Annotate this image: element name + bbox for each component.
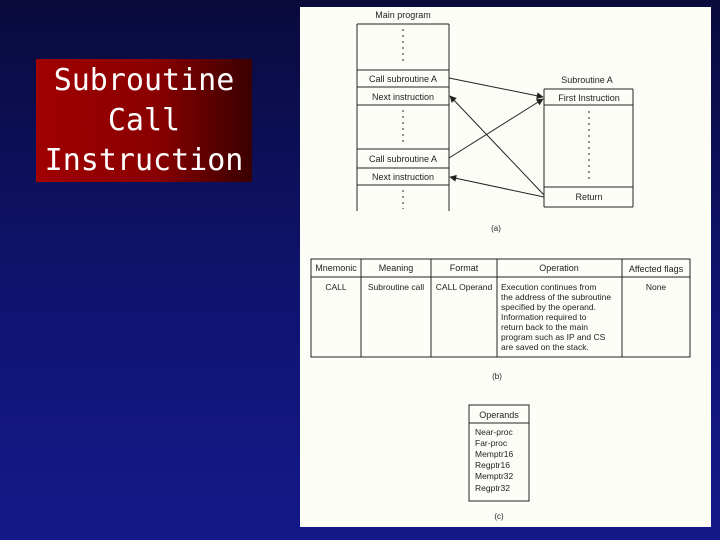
col-header-operation: Operation <box>539 263 579 273</box>
operand-far-proc: Far-proc <box>475 438 508 448</box>
operand-memptr32: Memptr32 <box>475 471 514 481</box>
cell-meaning: Subroutine call <box>367 282 425 292</box>
col-header-mnemonic: Mnemonic <box>315 263 357 273</box>
cell-operation-line-7: are saved on the stack. <box>501 342 589 352</box>
main-row-next-1: Next instruction <box>371 92 435 102</box>
cell-affected-flags: None <box>645 282 667 292</box>
cell-format: CALL Operand <box>435 282 493 292</box>
operand-memptr16: Memptr16 <box>475 449 514 459</box>
subroutine-label: Subroutine A <box>561 75 613 85</box>
slide-title-box <box>36 59 252 182</box>
figure-svg <box>300 7 711 527</box>
cell-mnemonic: CALL <box>325 282 347 292</box>
main-row-next-2: Next instruction <box>371 172 435 182</box>
title-line-2: Call <box>107 102 181 138</box>
sub-row-first-instruction: First Instruction <box>558 93 620 103</box>
cell-operation-line-6: program such as IP and CS <box>501 332 606 342</box>
col-header-meaning: Meaning <box>378 263 414 273</box>
cell-operation-line-2: the address of the subroutine <box>501 292 612 302</box>
main-program-label: Main program <box>375 10 431 20</box>
operand-near-proc: Near-proc <box>475 427 513 437</box>
cell-operation-line-4: Information required to <box>501 312 587 322</box>
caption-b: (b) <box>492 372 502 381</box>
subroutine-column <box>544 89 633 207</box>
col-header-format: Format <box>449 263 479 273</box>
main-program-column <box>357 24 449 211</box>
caption-a: (a) <box>491 224 501 233</box>
operand-regptr16: Regptr16 <box>475 460 510 470</box>
scanned-figure <box>300 7 711 527</box>
call-return-arrows <box>449 78 544 197</box>
cell-operation-line-3: specified by the operand. <box>501 302 596 312</box>
operand-regptr32: Regptr32 <box>475 483 510 493</box>
cell-operation-line-1: Execution continues from <box>501 282 597 292</box>
sub-row-return: Return <box>575 192 603 202</box>
main-row-call-1: Call subroutine A <box>368 74 438 84</box>
col-header-affected-flags: Affected flags <box>628 264 684 274</box>
operands-header: Operands <box>479 410 519 420</box>
title-line-1: Subroutine <box>53 62 235 98</box>
title-line-3: Instruction <box>44 142 244 178</box>
caption-c: (c) <box>494 512 504 521</box>
main-row-call-2: Call subroutine A <box>368 154 438 164</box>
cell-operation-line-5: return back to the main <box>501 322 588 332</box>
